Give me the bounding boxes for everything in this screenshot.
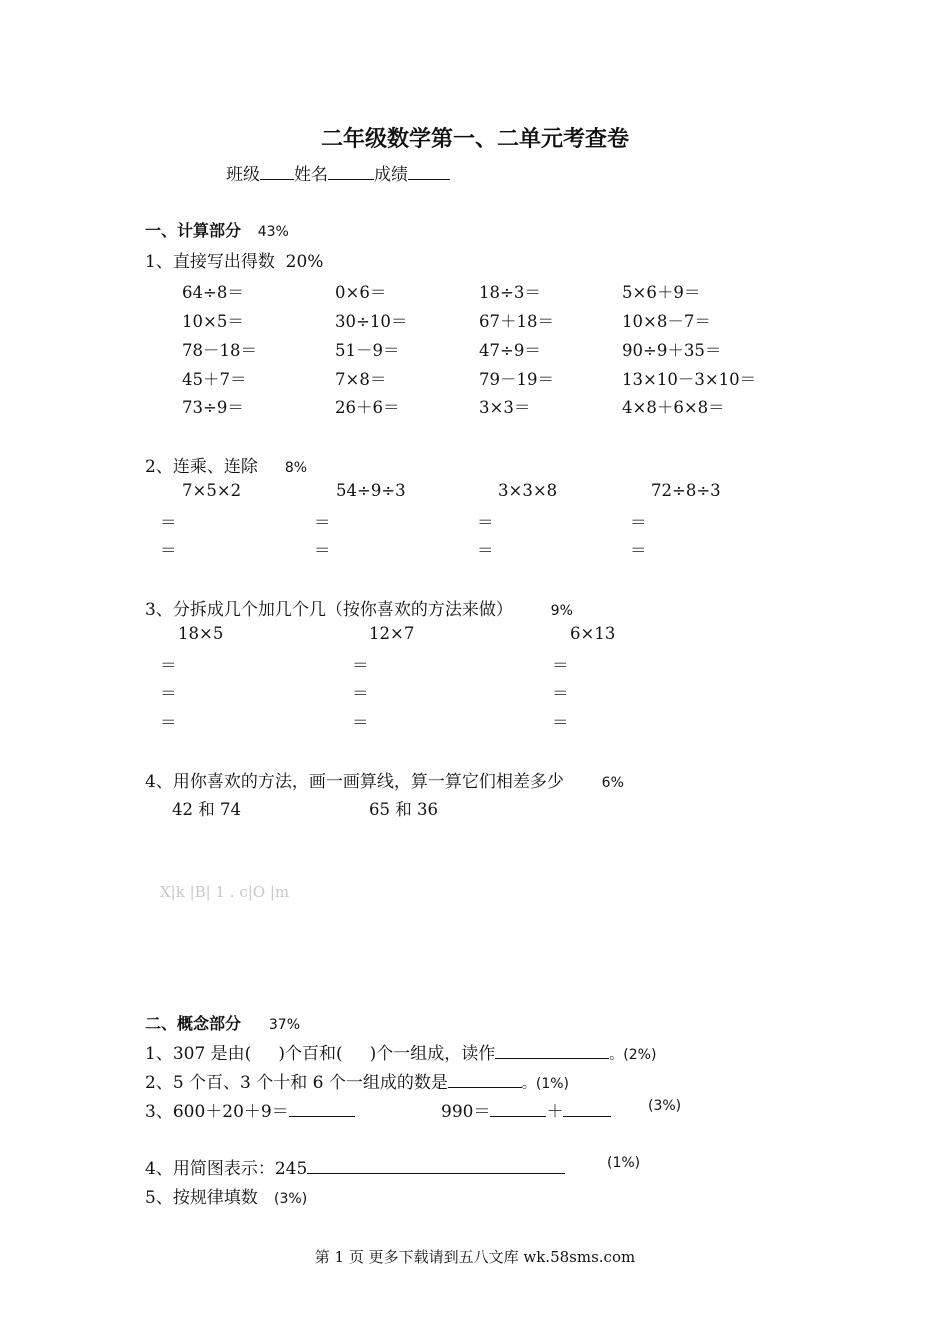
q4-pair-2: 65 和 36 (369, 800, 438, 819)
score-blank[interactable] (408, 164, 450, 180)
q1-r3c2: 51－9＝ (335, 341, 400, 360)
q2-eq: ＝ (160, 513, 177, 532)
p2-q2 (145, 1068, 569, 1093)
q1-r4c1: 45＋7＝ (182, 370, 247, 389)
q1-r5c4: 4×8＋6×8＝ (622, 398, 725, 417)
class-blank[interactable] (260, 164, 294, 180)
q2-label-text: 2、连乘、连除 (145, 457, 258, 477)
p2-q3-left (145, 1097, 355, 1122)
q4-label-text: 4、用你喜欢的方法，画一画算线，算一算它们相差多少 (145, 772, 564, 792)
q2-eq: ＝ (477, 541, 494, 560)
q3-eq: ＝ (160, 684, 177, 703)
q2-eq: ＝ (477, 513, 494, 532)
p2-q4 (145, 1154, 565, 1179)
q1-r3c3: 47÷9＝ (479, 341, 541, 360)
q1-r1c3: 18÷3＝ (479, 283, 541, 302)
q2-eq: ＝ (630, 541, 647, 560)
p2-q1-answer-blank[interactable] (495, 1043, 609, 1059)
p2-q5-pct: (3%) (274, 1191, 308, 1207)
q1-r3c1: 78－18＝ (182, 341, 257, 360)
q2-label (145, 452, 307, 477)
q3-eq: ＝ (552, 684, 569, 703)
q4-pct: 6% (601, 775, 624, 791)
q3-label (145, 595, 573, 620)
page-title: 二年级数学第一、二单元考查卷 (320, 127, 629, 152)
q1-r5c1: 73÷9＝ (182, 398, 244, 417)
q1-r1c4: 5×6＋9＝ (622, 283, 701, 302)
q1-r4c3: 79－19＝ (479, 370, 554, 389)
q3-eq: ＝ (552, 713, 569, 732)
p2-q3-text-a: 3、600＋20＋9＝ (145, 1102, 289, 1122)
q1-pct: 20% (285, 252, 324, 272)
p2-q3-right (441, 1097, 611, 1122)
q1-label (145, 247, 323, 272)
q2-expr-2: 54÷9÷3 (336, 481, 406, 500)
page-footer: 第 1 页 更多下载请到五八文库 wk.58sms.com (314, 1248, 636, 1266)
p2-q3-pct: (3%) (648, 1098, 682, 1114)
p2-q1-text-b: )个百和( (278, 1044, 343, 1064)
q1-r2c1: 10×5＝ (182, 312, 244, 331)
q3-eq: ＝ (552, 656, 569, 675)
p2-q5-text-a: 5、按规律填数 (145, 1188, 258, 1208)
q3-expr-1: 18×5 (178, 624, 224, 643)
part2-heading-text: 二、概念部分 (145, 1014, 242, 1033)
p2-q1 (145, 1039, 656, 1064)
q2-eq: ＝ (630, 513, 647, 532)
p2-q2-answer-blank[interactable] (448, 1072, 522, 1088)
p2-q3-answer-blank-3[interactable] (563, 1101, 611, 1117)
p2-q2-pct: 。(1%) (521, 1076, 570, 1092)
q4-label (145, 767, 624, 792)
part2-heading (145, 1011, 300, 1034)
p2-q4-pct: (1%) (607, 1155, 641, 1171)
q1-r4c4: 13×10－3×10＝ (622, 370, 757, 389)
q2-eq: ＝ (314, 513, 331, 532)
q1-r2c4: 10×8－7＝ (622, 312, 711, 331)
q2-eq: ＝ (160, 541, 177, 560)
name-blank[interactable] (328, 164, 374, 180)
p2-q1-pct: 。(2%) (609, 1047, 657, 1063)
q3-eq: ＝ (160, 713, 177, 732)
q4-pair-1: 42 和 74 (172, 800, 241, 819)
p2-q2-text-a: 2、5 个百、3 个十和 6 个一组成的数是 (145, 1073, 448, 1093)
q2-expr-4: 72÷8÷3 (651, 481, 721, 500)
p2-q3-text-b: 990＝ (441, 1102, 491, 1122)
q2-expr-3: 3×3×8 (498, 481, 558, 500)
p2-q3-answer-blank-1[interactable] (289, 1101, 355, 1117)
class-label: 班级 (226, 165, 260, 185)
p2-q3-plus: ＋ (546, 1102, 564, 1122)
q1-r5c3: 3×3＝ (479, 398, 531, 417)
p2-q3-answer-blank-2[interactable] (490, 1101, 546, 1117)
q3-eq: ＝ (352, 684, 369, 703)
q3-expr-2: 12×7 (369, 624, 415, 643)
p2-q4-answer-blank[interactable] (307, 1158, 565, 1174)
q3-eq: ＝ (352, 656, 369, 675)
q1-r4c2: 7×8＝ (335, 370, 387, 389)
q3-eq: ＝ (160, 656, 177, 675)
q1-r1c1: 64÷8＝ (182, 283, 244, 302)
q3-label-text: 3、分拆成几个加几个几（按你喜欢的方法来做） (145, 600, 513, 620)
q3-pct: 9% (550, 603, 573, 619)
score-label: 成绩 (374, 165, 408, 185)
part1-heading-text: 一、计算部分 (145, 221, 242, 240)
part2-pct: 37% (268, 1017, 300, 1033)
p2-q5 (145, 1183, 307, 1208)
q2-pct: 8% (284, 460, 308, 476)
q1-r5c2: 26＋6＝ (335, 398, 400, 417)
p2-q1-text-c: )个一组成，读作 (369, 1044, 496, 1064)
name-label: 姓名 (294, 165, 328, 185)
p2-q4-text-a: 4、用简图表示：245 (145, 1159, 308, 1179)
q1-r2c2: 30÷10＝ (335, 312, 408, 331)
q1-r2c3: 67＋18＝ (479, 312, 554, 331)
q1-r1c2: 0×6＝ (335, 283, 387, 302)
p2-q1-text-a: 1、307 是由( (145, 1044, 252, 1064)
q3-expr-3: 6×13 (570, 624, 616, 643)
q2-eq: ＝ (314, 541, 331, 560)
watermark-text: X|k |B| 1 . c|O |m (160, 883, 290, 901)
q3-eq: ＝ (352, 713, 369, 732)
q1-label-text: 1、直接写出得数 (145, 252, 275, 272)
part1-pct: 43% (257, 224, 289, 240)
q1-r3c4: 90÷9＋35＝ (622, 341, 722, 360)
q2-expr-1: 7×5×2 (182, 481, 242, 500)
part1-heading (145, 218, 289, 241)
student-info-line (226, 160, 450, 185)
